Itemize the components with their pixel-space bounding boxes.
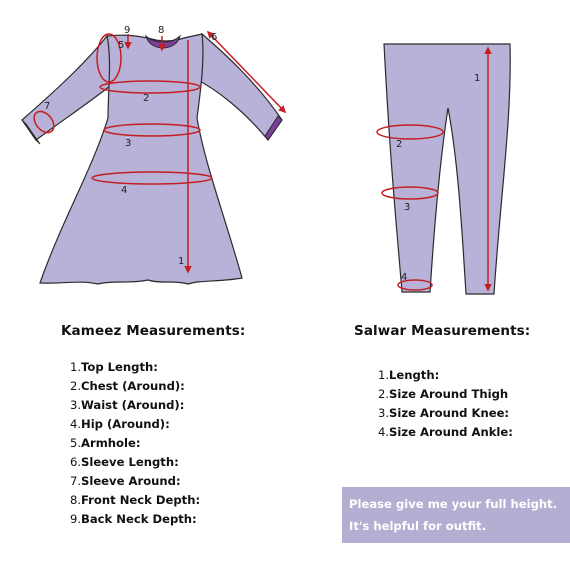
salwar-marker: 1: [474, 73, 481, 84]
salwar-marker: 3: [404, 202, 411, 213]
list-item: 1.Top Length:: [69, 360, 158, 374]
kameez-marker: 8: [158, 25, 165, 36]
salwar-illustration: [384, 44, 510, 294]
list-item: 4.Hip (Around):: [69, 417, 170, 431]
list-item: 6.Sleeve Length:: [69, 455, 179, 469]
salwar-marker: 2: [396, 139, 403, 150]
salwar-heading: Salwar Measurements:: [354, 323, 531, 339]
list-item: 1.Length:: [377, 368, 440, 382]
list-item: 8.Front Neck Depth:: [69, 493, 201, 507]
list-item: 4.Size Around Ankle:: [377, 425, 513, 439]
salwar-marker: 4: [401, 272, 408, 283]
kameez-marker: 6: [211, 32, 218, 43]
kameez-heading: Kameez Measurements:: [61, 323, 246, 339]
note-line: It's helpful for outfit.: [349, 519, 487, 533]
list-item: 2.Size Around Thigh: [377, 387, 509, 401]
kameez-marker: 9: [124, 25, 131, 36]
list-item: 5.Armhole:: [69, 436, 141, 450]
kameez-marker: 7: [44, 101, 51, 112]
kameez-illustration: [22, 34, 282, 284]
list-item: 7.Sleeve Around:: [69, 474, 181, 488]
kameez-measurement-list: [69, 358, 200, 529]
salwar-body: [384, 44, 510, 294]
kameez-marker: 5: [118, 40, 125, 51]
list-item: 3.Waist (Around):: [69, 398, 185, 412]
kameez-right-sleeve: [194, 34, 282, 140]
list-item: 3.Size Around Knee:: [377, 406, 510, 420]
kameez-marker: 1: [178, 256, 185, 267]
note-line: Please give me your full height.: [349, 497, 558, 511]
kameez-marker: 4: [121, 185, 128, 196]
list-item: 9.Back Neck Depth:: [69, 512, 197, 526]
list-item: 2.Chest (Around):: [69, 379, 185, 393]
kameez-marker: 3: [125, 138, 132, 149]
height-request-note: [342, 487, 570, 543]
kameez-marker: 2: [143, 93, 150, 104]
salwar-measurement-list: [377, 366, 513, 442]
